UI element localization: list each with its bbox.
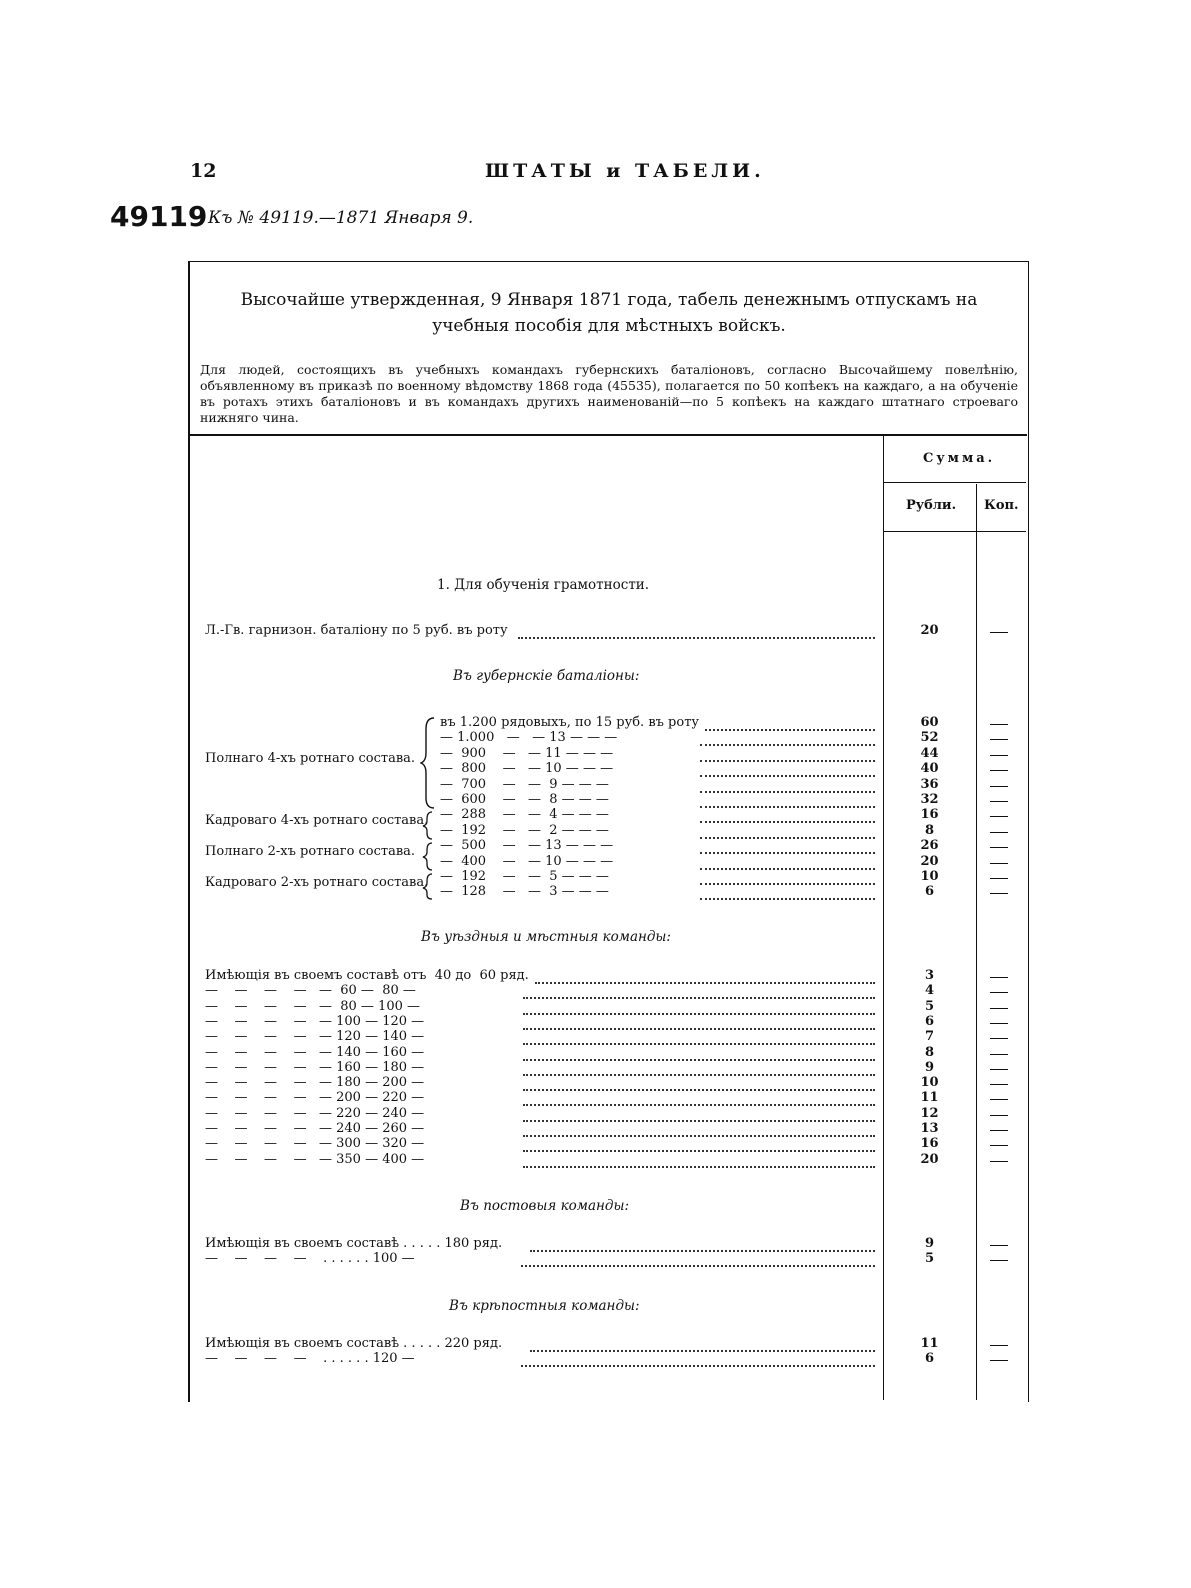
kopecks-dash <box>990 1161 1008 1162</box>
rubles-value: 6 <box>924 1013 935 1029</box>
kopecks-dash <box>990 992 1008 993</box>
group-label: Полнаго 4-хъ ротнаго состава. <box>205 751 416 766</box>
kopecks-dash <box>990 816 1008 817</box>
rubles-value: 52 <box>920 730 939 746</box>
kopecks-column-header: Коп. <box>984 498 1019 513</box>
dot-leader <box>700 807 875 823</box>
row-label: — 400 — — 10 — — — <box>440 853 614 869</box>
kopecks-dash <box>990 977 1008 978</box>
dot-leader <box>523 983 875 999</box>
row-label: — 288 — — 4 — — — <box>440 807 609 823</box>
rubles-value: 36 <box>920 776 939 792</box>
row-label: — — — — — 140 — 160 — <box>205 1044 425 1060</box>
dot-leader <box>523 999 875 1015</box>
table-heading: Высочайше утвержденная, 9 Января 1871 года, табель денежнымъ отпускамъ на учебныя пособія для мѣстныхъ войскъ. <box>240 290 978 336</box>
dot-leader <box>523 1121 875 1137</box>
kopecks-dash <box>990 1360 1008 1361</box>
kopecks-dash <box>990 1054 1008 1055</box>
subsection-title: Въ постовыя команды: <box>460 1198 630 1214</box>
dot-leader <box>700 792 875 808</box>
dot-leader <box>530 1336 875 1352</box>
kopecks-dash <box>990 1145 1008 1146</box>
dot-leader <box>700 838 875 854</box>
dot-leader <box>700 823 875 839</box>
kopecks-dash <box>990 893 1008 894</box>
kopecks-dash <box>990 1008 1008 1009</box>
kopecks-dash <box>990 755 1008 756</box>
dot-leader <box>523 1136 875 1152</box>
kopecks-dash <box>990 1069 1008 1070</box>
rubles-value: 10 <box>920 1075 939 1091</box>
dot-leader <box>700 746 875 762</box>
dot-leader <box>700 730 875 746</box>
rubles-value: 9 <box>924 1059 935 1075</box>
row-label: — 500 — — 13 — — — <box>440 838 614 854</box>
rubles-value: 4 <box>924 983 935 999</box>
dot-leader <box>535 968 875 984</box>
row-label: — 600 — — 8 — — — <box>440 792 609 807</box>
dot-leader <box>700 854 875 870</box>
row-label: Имѣющія въ своемъ составѣ . . . . . 220 ряд. <box>205 1336 503 1351</box>
dot-leader <box>700 761 875 777</box>
rubles-value: 11 <box>920 1336 939 1351</box>
dot-leader <box>523 1075 875 1091</box>
rubles-value: 10 <box>920 869 939 884</box>
rubles-value: 16 <box>920 1136 939 1152</box>
row-label: — — — — . . . . . . 120 — <box>205 1351 415 1366</box>
rubles-value: 20 <box>920 853 939 869</box>
rubles-column-header: Рубли. <box>906 498 957 513</box>
row-label: — 900 — — 11 — — — <box>440 745 614 761</box>
kopeck-column-divider <box>976 484 977 1400</box>
row-label: — — — — — 240 — 260 — <box>205 1121 425 1136</box>
row-label: Л.-Гв. гарнизон. баталіону по 5 руб. въ роту <box>205 623 508 638</box>
row-label: — — — — — 200 — 220 — <box>205 1090 425 1106</box>
rubles-value: 6 <box>924 884 935 900</box>
row-label: — — — — — 180 — 200 — <box>205 1075 425 1091</box>
preface-text: Для людей, состоящихъ въ учебныхъ командахъ губернскихъ баталіоновъ, согласно Высочайшему повелѣнію, объявленному въ приказѣ по военному вѣдомству 1868 года (45535), полагается по 50 копѣекъ на каждаго, а на обученіе въ ротахъ этихъ баталіоновъ и въ командахъ другихъ наименованій—по 5 копѣекъ на каждаго штатнаго строеваго нижняго чина. <box>200 362 1018 425</box>
row-label: — — — — — 160 — 180 — <box>205 1059 425 1075</box>
dot-leader <box>523 1045 875 1061</box>
law-reference: Къ № 49119.—1871 Января 9. <box>208 208 474 228</box>
dot-leader <box>521 1351 875 1367</box>
row-label: — — — — — 100 — 120 — <box>205 1013 425 1029</box>
dot-leader <box>523 1106 875 1122</box>
row-label: — 192 — — 2 — — — <box>440 822 609 838</box>
rubles-value: 32 <box>920 792 939 807</box>
kopecks-dash <box>990 863 1008 864</box>
kopecks-dash <box>990 770 1008 771</box>
row-label: — 800 — — 10 — — — <box>440 761 614 777</box>
kopecks-dash <box>990 786 1008 787</box>
rubles-value: 13 <box>920 1121 939 1136</box>
kopecks-dash <box>990 1084 1008 1085</box>
rubles-value: 11 <box>920 1090 939 1106</box>
rubles-value: 20 <box>920 1151 939 1167</box>
kopecks-dash <box>990 878 1008 879</box>
row-label: — — — — . . . . . . 100 — <box>205 1251 415 1266</box>
rubles-value: 16 <box>920 807 939 823</box>
group-label: Кадроваго 2-хъ ротнаго состава. <box>205 875 429 890</box>
dot-leader <box>705 715 875 731</box>
dot-leader <box>523 1014 875 1030</box>
kopecks-dash <box>990 1038 1008 1039</box>
kopecks-dash <box>990 1115 1008 1116</box>
subsection-title: Въ губернскіе баталіоны: <box>453 668 640 684</box>
rubles-value: 8 <box>924 822 935 838</box>
header-divider <box>188 434 1027 436</box>
dot-leader <box>523 1152 875 1168</box>
rubles-value: 9 <box>924 1236 935 1251</box>
dot-leader <box>700 884 875 900</box>
row-label: — 700 — — 9 — — — <box>440 776 609 792</box>
column-header-bottom <box>884 531 1026 532</box>
kopecks-dash <box>990 1099 1008 1100</box>
running-title: ШТАТЫ и ТАБЕЛИ. <box>485 160 765 182</box>
kopecks-dash <box>990 847 1008 848</box>
dot-leader <box>530 1236 875 1252</box>
rubles-value: 40 <box>920 761 939 777</box>
rubles-value: 7 <box>924 1029 935 1045</box>
rubles-value: 6 <box>924 1351 935 1366</box>
row-label: — 128 — — 3 — — — <box>440 884 609 900</box>
dot-leader <box>700 869 875 885</box>
group-label: Кадроваго 4-хъ ротнаго состава. <box>205 813 429 828</box>
row-label: — — — — — 60 — 80 — <box>205 983 416 999</box>
row-label: — — — — — 120 — 140 — <box>205 1029 425 1045</box>
subsection-title: Въ уѣздныя и мѣстныя команды: <box>421 929 671 945</box>
page-number: 12 <box>190 160 217 182</box>
subsection-title: Въ крѣпостныя команды: <box>449 1298 640 1314</box>
group-label: Полнаго 2-хъ ротнаго состава. <box>205 844 416 859</box>
row-label: — — — — — 220 — 240 — <box>205 1105 425 1121</box>
group-braces <box>420 715 438 900</box>
row-label: — — — — — 350 — 400 — <box>205 1151 425 1167</box>
row-label: — — — — — 300 — 320 — <box>205 1136 425 1152</box>
section-title: 1. Для обученія грамотности. <box>437 577 650 593</box>
row-label: — 1.000 — — 13 — — — <box>440 730 618 746</box>
dot-leader <box>521 1251 875 1267</box>
row-label: — — — — — 80 — 100 — <box>205 998 421 1014</box>
row-label: въ 1.200 рядовыхъ, по 15 руб. въ роту <box>440 715 700 730</box>
kopecks-dash <box>990 1245 1008 1246</box>
kopecks-dash <box>990 1023 1008 1024</box>
row-label: Имѣющія въ своемъ составѣ . . . . . 180 ряд. <box>205 1236 503 1251</box>
kopecks-dash <box>990 1130 1008 1131</box>
dot-leader <box>523 1060 875 1076</box>
kopecks-dash <box>990 1260 1008 1261</box>
sum-subheader-line <box>884 482 1026 483</box>
law-number: 49119 <box>110 200 208 233</box>
rubles-value: 26 <box>920 838 939 854</box>
row-label: — 192 — — 5 — — — <box>440 869 609 884</box>
kopecks-dash <box>990 632 1008 633</box>
rubles-value: 5 <box>924 998 935 1014</box>
rubles-value: 12 <box>920 1105 939 1121</box>
dot-leader <box>518 623 875 639</box>
row-label: Имѣющія въ своемъ составѣ отъ 40 до 60 ряд. <box>205 968 529 983</box>
dot-leader <box>523 1090 875 1106</box>
rubles-value: 20 <box>920 623 939 638</box>
rubles-value: 44 <box>920 745 939 761</box>
rubles-value: 5 <box>924 1251 935 1266</box>
dot-leader <box>700 777 875 793</box>
kopecks-dash <box>990 724 1008 725</box>
rubles-value: 60 <box>920 715 939 730</box>
kopecks-dash <box>990 801 1008 802</box>
rubles-value: 3 <box>924 968 935 983</box>
kopecks-dash <box>990 739 1008 740</box>
sum-column-header: Сумма. <box>923 451 996 466</box>
kopecks-dash <box>990 1345 1008 1346</box>
rubles-value: 8 <box>924 1044 935 1060</box>
dot-leader <box>523 1029 875 1045</box>
kopecks-dash <box>990 832 1008 833</box>
